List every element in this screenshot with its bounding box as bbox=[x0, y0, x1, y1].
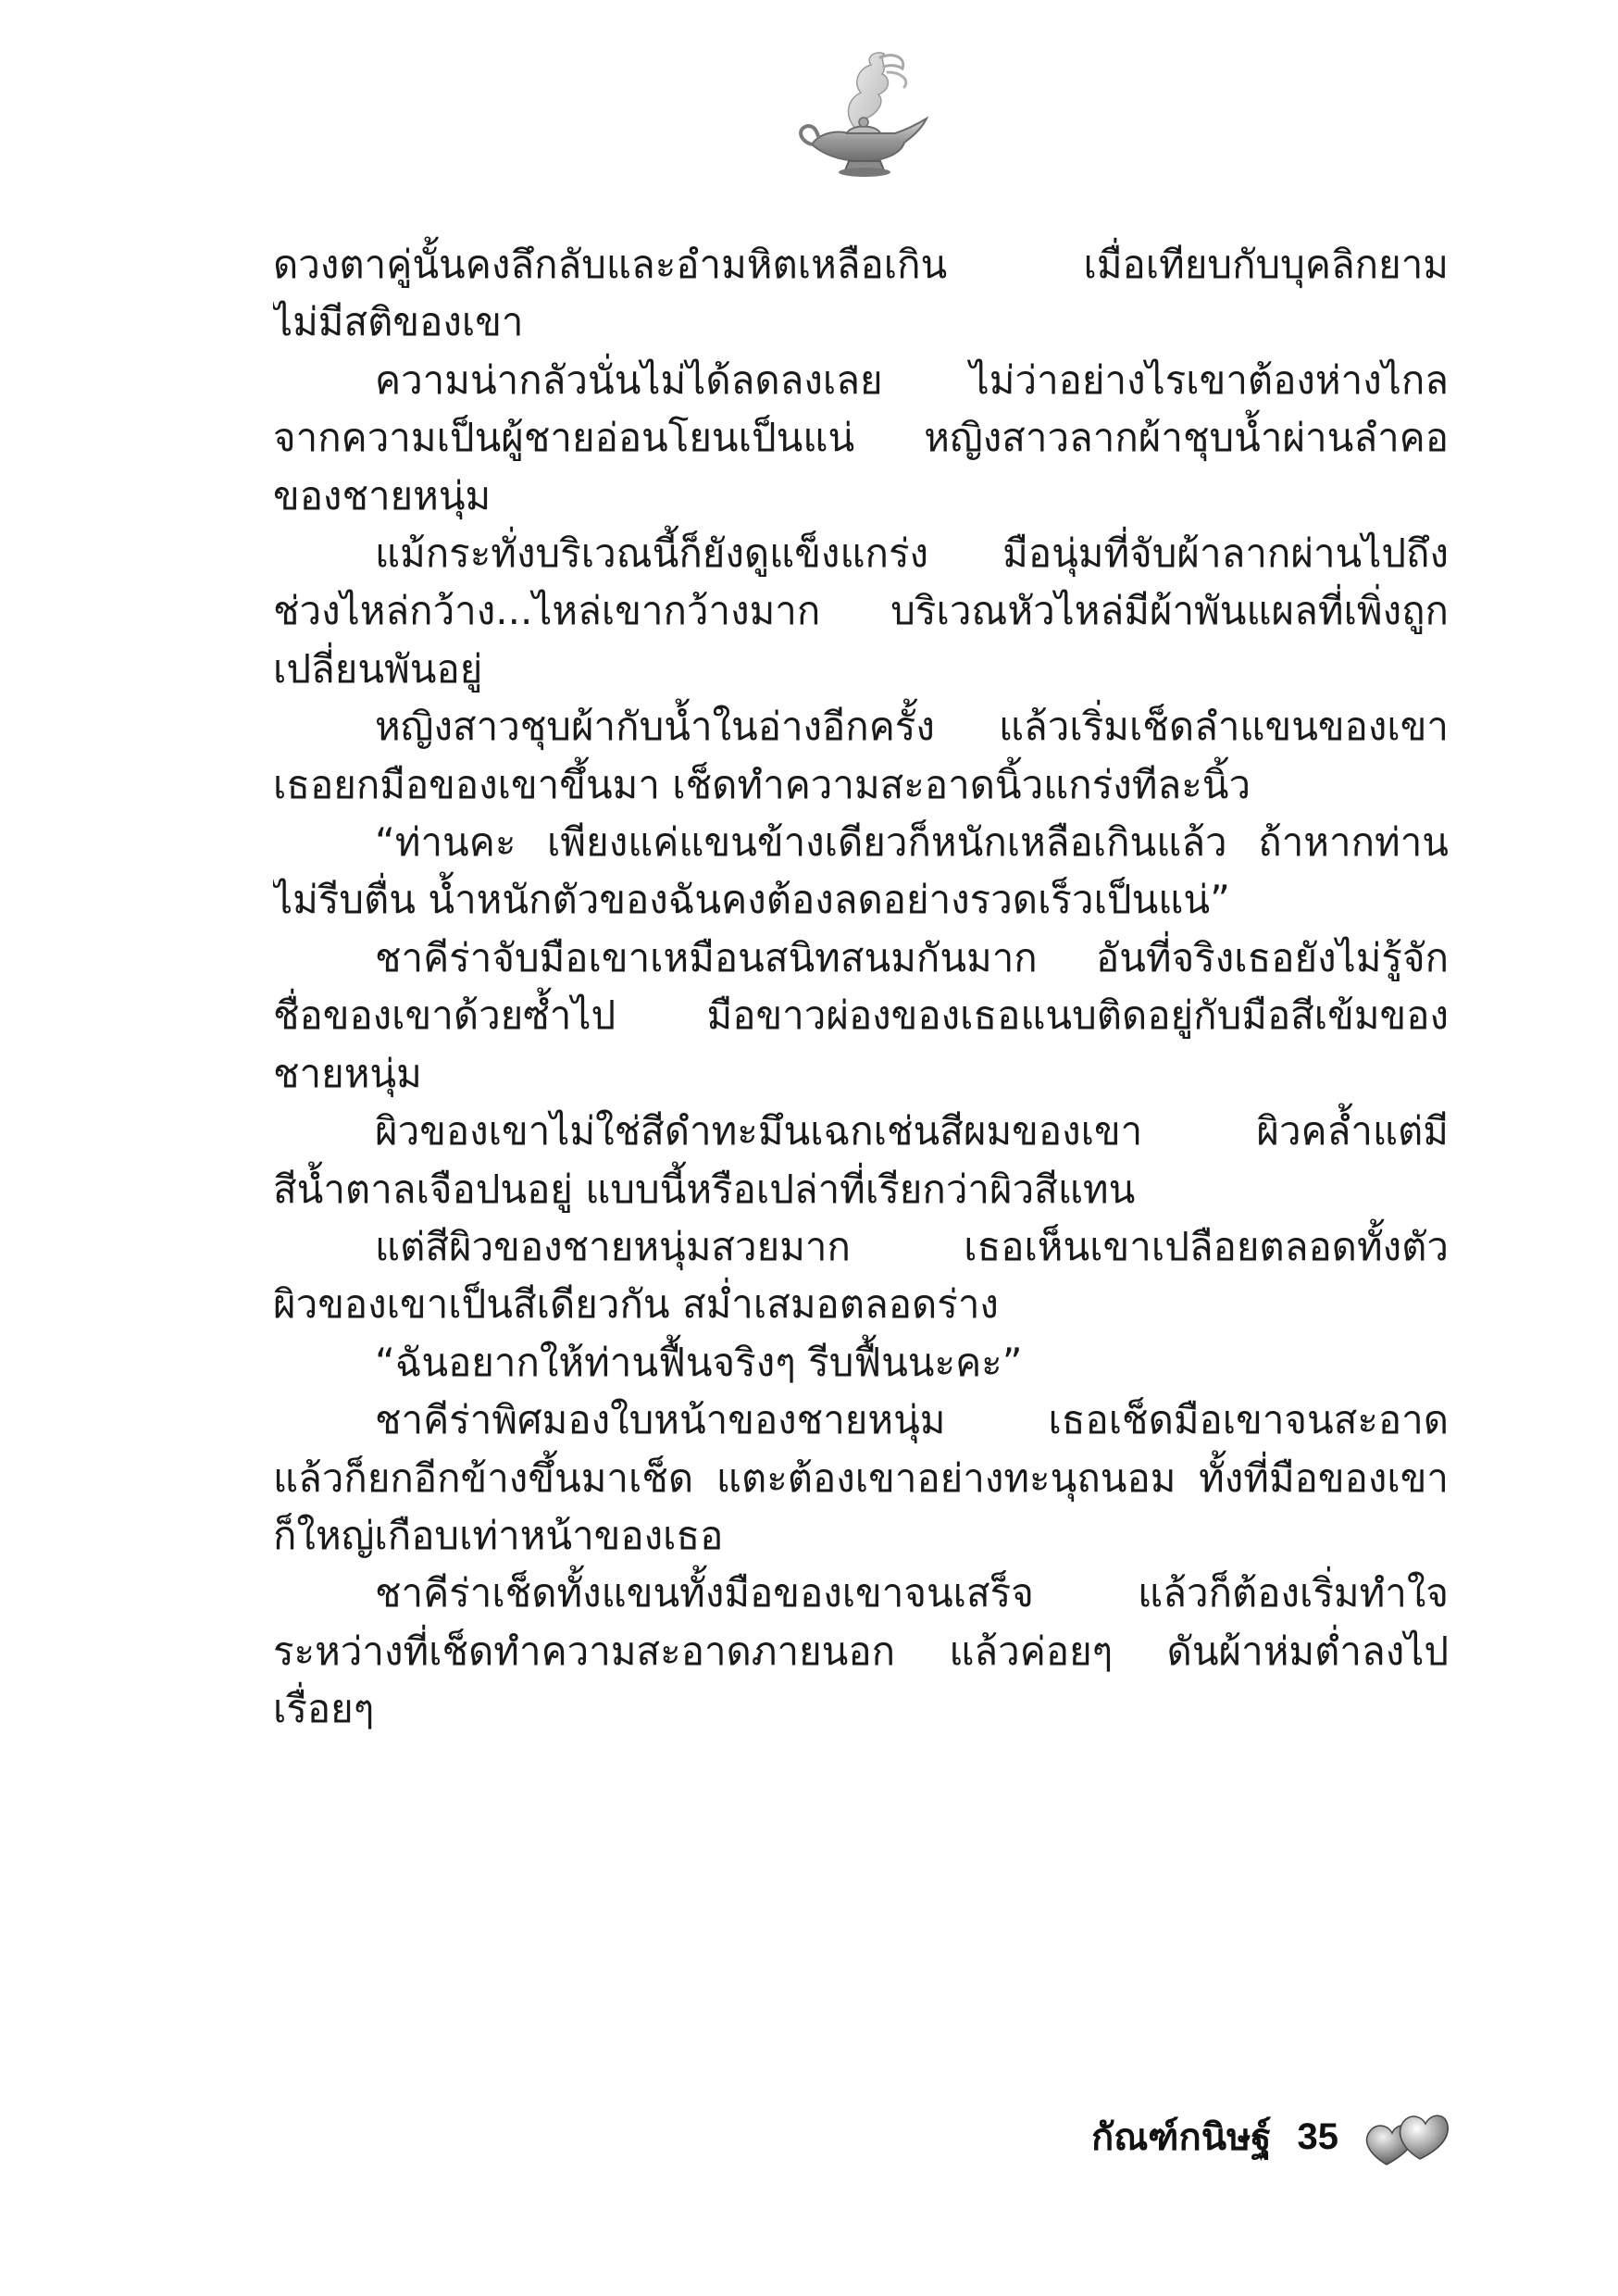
text-line: “ฉันอยากให้ท่านฟื้นจริงๆ รีบฟื้นนะคะ” bbox=[375, 1339, 1023, 1385]
text-line: ผิวของเขาเป็นสีเดียวกัน สม่ำเสมอตลอดร่าง bbox=[273, 1281, 999, 1328]
text-line: แต่สีผิวของชายหนุ่มสวยมาก เธอเห็นเขาเปลือยตลอดทั้งตัว bbox=[375, 1223, 1449, 1269]
text-line: ดวงตาคู่นั้นคงลึกลับและอำมหิตเหลือเกิน เมื่อเทียบกับบุคลิกยาม bbox=[273, 242, 1449, 287]
text-line: ระหว่างที่เช็ดทำความสะอาดภายนอก แล้วค่อยๆ ดันผ้าห่มต่ำลงไป bbox=[273, 1628, 1449, 1674]
body-text bbox=[273, 236, 1449, 1739]
author-name: กัณฑ์กนิษฐ์ bbox=[1090, 2116, 1272, 2159]
text-line: ชาคีร่าจับมือเขาเหมือนสนิทสนมกันมาก อันที่จริงเธอยังไม่รู้จัก bbox=[375, 934, 1449, 980]
text-line: เรื่อยๆ bbox=[273, 1686, 375, 1732]
text-line: ชาคีร่าพิศมองใบหน้าของชายหนุ่ม เธอเช็ดมือเขาจนสะอาด bbox=[375, 1397, 1449, 1443]
text-line: สีน้ำตาลเจือปนอยู่ แบบนี้หรือเปล่าที่เรียกว่าผิวสีแทน bbox=[273, 1166, 1136, 1212]
text-line: ก็ใหญ่เกือบเท่าหน้าของเธอ bbox=[273, 1512, 724, 1558]
page-footer bbox=[1091, 2100, 1451, 2174]
text-line: ความน่ากลัวนั่นไม่ได้ลดลงเลย ไม่ว่าอย่างไรเขาต้องห่างไกล bbox=[375, 356, 1449, 403]
text-line: ช่วงไหล่กว้าง...ไหล่เขากว้างมาก บริเวณหัวไหล่มีผ้าพันแผลที่เพิ่งถูก bbox=[273, 588, 1449, 634]
text-line: “ท่านคะ เพียงแค่แขนข้างเดียวก็หนักเหลือเกินแล้ว ถ้าหากท่าน bbox=[375, 819, 1449, 866]
magic-lamp-icon bbox=[791, 44, 940, 183]
text-line: ชายหนุ่ม bbox=[273, 1050, 422, 1096]
text-line: ของชายหนุ่ม bbox=[273, 472, 492, 518]
text-line: แม้กระทั่งบริเวณนี้ก็ยังดูแข็งแกร่ง มือนุ่มที่จับผ้าลากผ่านไปถึง bbox=[375, 530, 1449, 577]
text-line: แล้วก็ยกอีกข้างขึ้นมาเช็ด แตะต้องเขาอย่างทะนุถนอม ทั้งที่มือของเขา bbox=[273, 1454, 1449, 1501]
text-line: เปลี่ยนพันอยู่ bbox=[273, 645, 483, 692]
text-line: ผิวของเขาไม่ใช่สีดำทะมึนเฉกเช่นสีผมของเขา ผิวคล้ำแต่มี bbox=[375, 1108, 1449, 1154]
text-line: ชาคีร่าเช็ดทั้งแขนทั้งมือของเขาจนเสร็จ แล้วก็ต้องเริ่มทำใจ bbox=[375, 1570, 1449, 1616]
text-line: หญิงสาวชุบผ้ากับน้ำในอ่างอีกครั้ง แล้วเริ่มเช็ดลำแขนของเขา bbox=[375, 704, 1449, 750]
text-line: ไม่รีบตื่น น้ำหนักตัวของฉันคงต้องลดอย่างรวดเร็วเป็นแน่” bbox=[273, 877, 1230, 923]
page-number: 35 bbox=[1297, 2115, 1338, 2157]
text-line: เธอยกมือของเขาขึ้นมา เช็ดทำความสะอาดนิ้วแกร่งทีละนิ้ว bbox=[273, 761, 1251, 807]
text-line: ชื่อของเขาด้วยซ้ำไป มือขาวผ่องของเธอแนบติดอยู่กับมือสีเข้มของ bbox=[273, 992, 1449, 1039]
text-line: ไม่มีสติของเขา bbox=[273, 299, 524, 345]
text-line: จากความเป็นผู้ชายอ่อนโยนเป็นแน่ หญิงสาวลากผ้าชุบน้ำผ่านลำคอ bbox=[273, 415, 1449, 461]
hearts-icon bbox=[1359, 2100, 1451, 2174]
